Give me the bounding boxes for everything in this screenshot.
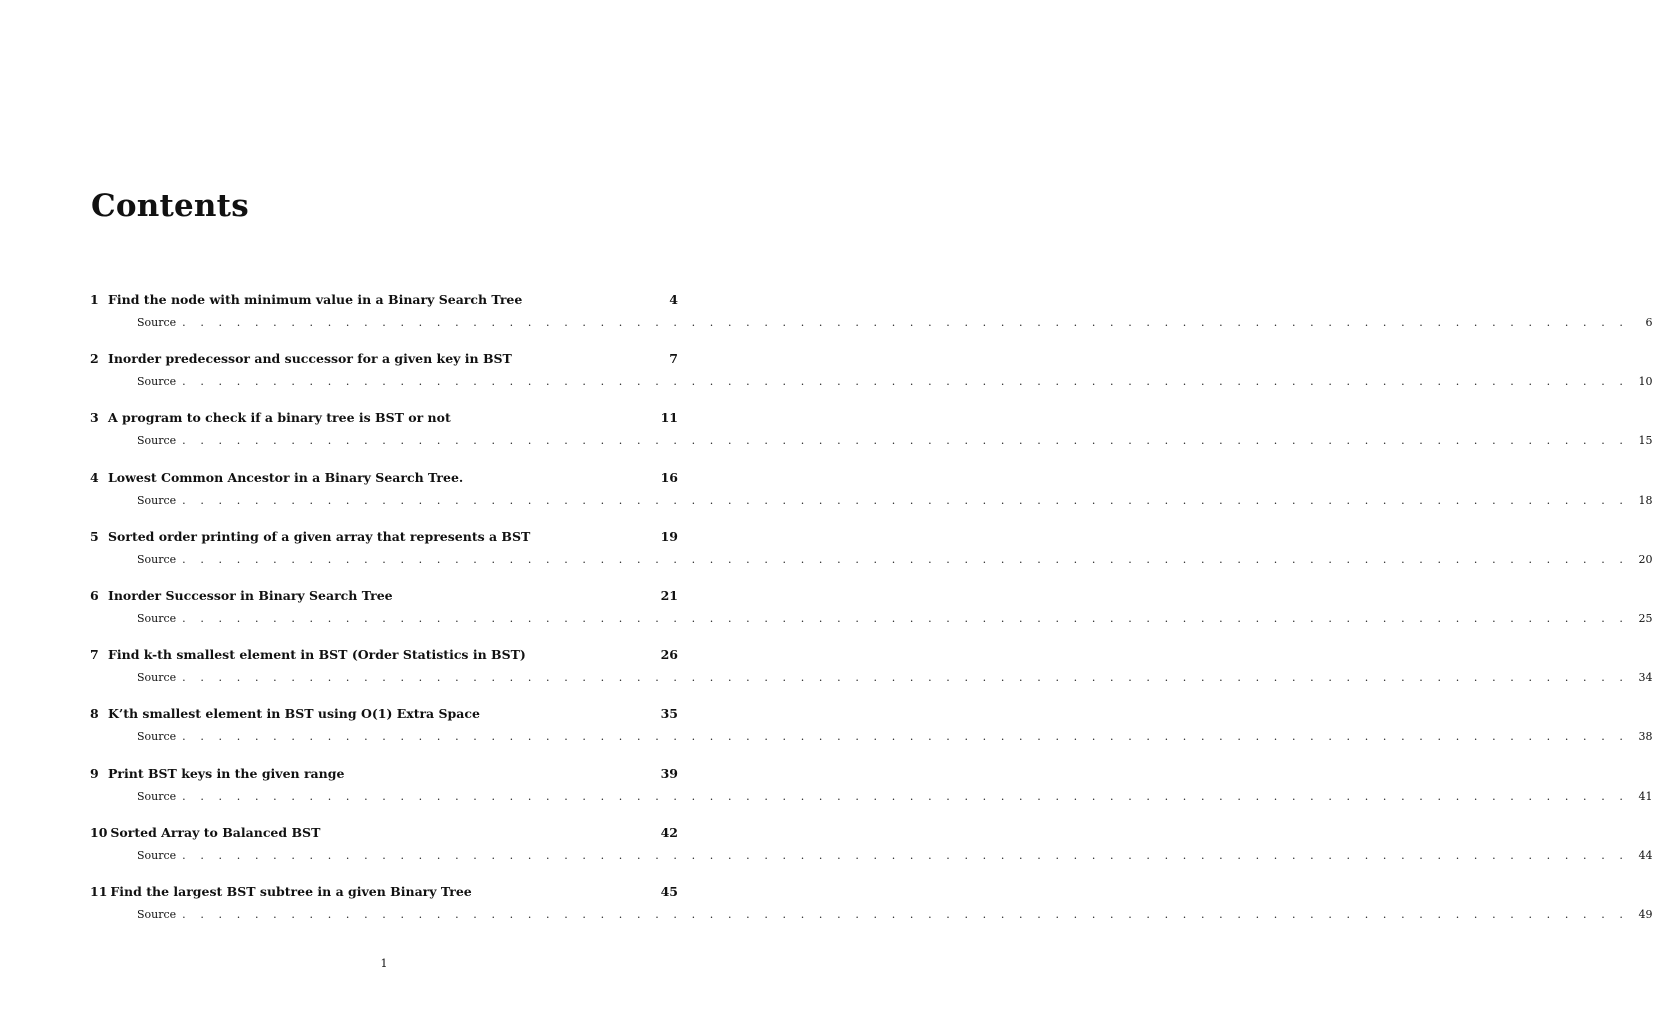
toc-source-page: 44 [1638, 848, 1653, 862]
toc-entry-page: 11 [660, 410, 678, 426]
toc-entry-title: A program to check if a binary tree is BST or not [108, 410, 451, 426]
toc-entry[interactable] [90, 409, 678, 427]
toc-entry[interactable] [90, 469, 678, 487]
toc-entry[interactable] [90, 528, 678, 546]
toc-source-label: Source [137, 375, 177, 389]
toc-source-label: Source [137, 552, 177, 566]
toc-entry-page: 7 [669, 351, 678, 367]
toc-entry-page: 26 [660, 647, 678, 663]
toc-entry-number: 9 [90, 765, 99, 781]
toc-source-page: 25 [1638, 612, 1653, 625]
toc-source-entry[interactable] [137, 670, 1653, 686]
toc-entry[interactable] [90, 291, 678, 309]
toc-source-entry[interactable] [137, 433, 1653, 449]
toc-entry-title: Sorted order printing of a given array that represents a BST [108, 528, 531, 544]
toc-source-page: 6 [1645, 316, 1653, 329]
contents-heading: Contents [91, 188, 249, 224]
toc-source-page: 20 [1638, 552, 1653, 566]
toc-entry-page: 19 [660, 528, 678, 544]
toc-source-label: Source [137, 316, 177, 329]
toc-entry[interactable] [90, 705, 678, 723]
dot-leader: . . . . . . . . . . . . . . . . . . . . . . . . . . . . . . . . . . . . . . . . . . . . . . . . . . . . . . . . . . . . . . . . . . . . . . . . . . . . . . . . [182, 612, 1629, 625]
toc-entry-page: 16 [660, 469, 678, 485]
toc-source-entry[interactable] [137, 374, 1653, 390]
toc-entry[interactable] [90, 883, 678, 901]
toc-source-label: Source [137, 493, 177, 507]
toc-entry-page: 35 [660, 706, 678, 722]
toc-entry-title: Inorder predecessor and successor for a given key in BST [108, 351, 512, 367]
toc-entry-number: 8 [90, 706, 99, 722]
toc-entry-page: 21 [660, 588, 678, 603]
toc-source-entry[interactable] [137, 493, 1653, 509]
toc-source-label: Source [137, 612, 177, 625]
toc-entry[interactable] [90, 587, 678, 605]
toc-source-label: Source [137, 908, 177, 921]
toc-entry-title: Find the largest BST subtree in a given Binary Tree [110, 884, 472, 899]
toc-entry[interactable] [90, 765, 678, 783]
toc-entry[interactable] [90, 646, 678, 664]
toc-entry-title: Sorted Array to Balanced BST [110, 824, 321, 840]
toc-source-page: 41 [1638, 789, 1653, 803]
toc-source-page: 15 [1638, 434, 1653, 448]
toc-source-entry[interactable] [137, 315, 1653, 331]
toc-entry-title: Inorder Successor in Binary Search Tree [108, 588, 393, 603]
toc-source-label: Source [137, 848, 177, 862]
toc-source-entry[interactable] [137, 789, 1653, 805]
dot-leader: . . . . . . . . . . . . . . . . . . . . . . . . . . . . . . . . . . . . . . . . . . . . . . . . . . . . . . . . . . . . . . . . . . . . . . . . . . . . . . . . [182, 671, 1629, 685]
toc-entry-number: 3 [90, 410, 99, 426]
toc-source-entry[interactable] [137, 729, 1653, 745]
toc-entry-page: 45 [660, 884, 678, 899]
toc-entry-title: K’th smallest element in BST using O(1) Extra Space [108, 706, 480, 722]
toc-source-page: 38 [1638, 730, 1653, 744]
toc-entry-page: 42 [660, 824, 678, 840]
toc-entry-number: 10 [90, 824, 108, 840]
toc-source-label: Source [137, 789, 177, 803]
toc-entry-title: Print BST keys in the given range [108, 765, 345, 781]
toc-source-entry[interactable] [137, 552, 1653, 568]
dot-leader: . . . . . . . . . . . . . . . . . . . . . . . . . . . . . . . . . . . . . . . . . . . . . . . . . . . . . . . . . . . . . . . . . . . . . . . . . . . . . . . . [182, 789, 1629, 803]
dot-leader: . . . . . . . . . . . . . . . . . . . . . . . . . . . . . . . . . . . . . . . . . . . . . . . . . . . . . . . . . . . . . . . . . . . . . . . . . . . . . . . . [182, 730, 1629, 744]
toc-entry[interactable] [90, 350, 678, 368]
toc-entry-number: 7 [90, 647, 99, 663]
toc-source-page: 49 [1638, 908, 1653, 921]
dot-leader: . . . . . . . . . . . . . . . . . . . . . . . . . . . . . . . . . . . . . . . . . . . . . . . . . . . . . . . . . . . . . . . . . . . . . . . . . . . . . . . . [182, 908, 1629, 921]
toc-source-page: 10 [1638, 375, 1653, 389]
toc-entry-number: 2 [90, 351, 99, 367]
toc-source-label: Source [137, 671, 177, 685]
dot-leader: . . . . . . . . . . . . . . . . . . . . . . . . . . . . . . . . . . . . . . . . . . . . . . . . . . . . . . . . . . . . . . . . . . . . . . . . . . . . . . . . [182, 375, 1629, 389]
toc-source-entry[interactable] [137, 907, 1653, 923]
toc-entry-title: Find k-th smallest element in BST (Order Statistics in BST) [108, 647, 526, 663]
toc-source-label: Source [137, 434, 177, 448]
toc-entry-title: Lowest Common Ancestor in a Binary Search Tree. [108, 469, 464, 485]
dot-leader: . . . . . . . . . . . . . . . . . . . . . . . . . . . . . . . . . . . . . . . . . . . . . . . . . . . . . . . . . . . . . . . . . . . . . . . . . . . . . . . . [182, 434, 1629, 448]
dot-leader: . . . . . . . . . . . . . . . . . . . . . . . . . . . . . . . . . . . . . . . . . . . . . . . . . . . . . . . . . . . . . . . . . . . . . . . . . . . . . . . . [182, 493, 1629, 507]
toc-source-page: 18 [1638, 493, 1653, 507]
toc-entry-page: 39 [660, 765, 678, 781]
toc-entry-number: 1 [90, 292, 99, 307]
toc-source-entry[interactable] [137, 848, 1653, 864]
toc-entry-title: Find the node with minimum value in a Binary Search Tree [108, 292, 523, 307]
toc-source-label: Source [137, 730, 177, 744]
toc-entry[interactable] [90, 824, 678, 842]
dot-leader: . . . . . . . . . . . . . . . . . . . . . . . . . . . . . . . . . . . . . . . . . . . . . . . . . . . . . . . . . . . . . . . . . . . . . . . . . . . . . . . . [182, 848, 1629, 862]
toc-source-page: 34 [1638, 671, 1653, 685]
toc-source-entry[interactable] [137, 611, 1653, 627]
dot-leader: . . . . . . . . . . . . . . . . . . . . . . . . . . . . . . . . . . . . . . . . . . . . . . . . . . . . . . . . . . . . . . . . . . . . . . . . . . . . . . . . [182, 552, 1629, 566]
toc-entry-number: 4 [90, 469, 99, 485]
dot-leader: . . . . . . . . . . . . . . . . . . . . . . . . . . . . . . . . . . . . . . . . . . . . . . . . . . . . . . . . . . . . . . . . . . . . . . . . . . . . . . . . [182, 316, 1629, 329]
page-number: 1 [380, 957, 388, 970]
toc-entry-number: 11 [90, 884, 108, 899]
toc-entry-number: 6 [90, 588, 99, 603]
toc-entry-number: 5 [90, 528, 99, 544]
toc-entry-page: 4 [669, 292, 678, 307]
